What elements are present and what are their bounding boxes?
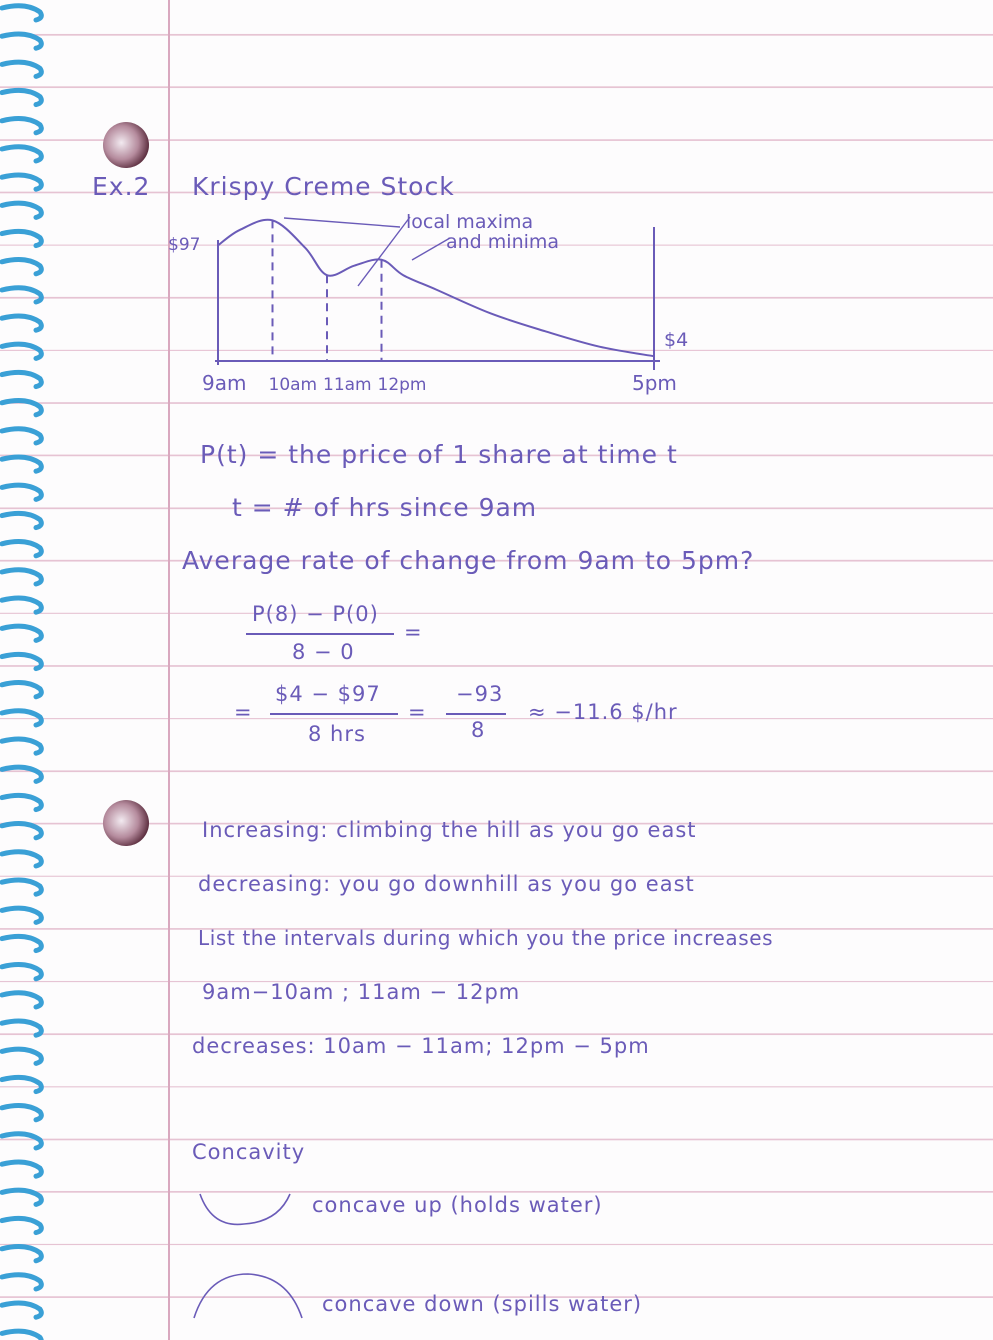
spiral-coil xyxy=(2,1106,41,1120)
spiral-coil xyxy=(2,485,41,499)
fraction-2-denominator: 8 hrs xyxy=(308,722,366,746)
punch-hole-top xyxy=(103,122,149,168)
spiral-coil xyxy=(2,344,41,358)
fraction-3-bar xyxy=(446,713,506,715)
spiral-coil xyxy=(2,880,41,894)
fraction-2-numerator: $4 − $97 xyxy=(275,682,381,706)
spiral-coil xyxy=(2,429,41,443)
spiral-coil xyxy=(2,852,41,866)
spiral-coil xyxy=(2,711,41,725)
spiral-coil xyxy=(2,288,41,302)
spiral-coil xyxy=(2,767,41,781)
concave-up-sketch xyxy=(192,1188,302,1232)
spiral-coil xyxy=(2,1303,41,1317)
decreasing-intervals: decreases: 10am − 11am; 12pm − 5pm xyxy=(192,1034,650,1058)
spiral-coil xyxy=(2,908,41,922)
spiral-coil xyxy=(2,626,41,640)
average-rate-question: Average rate of change from 9am to 5pm? xyxy=(182,546,755,575)
fraction-3-denominator: 8 xyxy=(471,718,486,742)
spiral-coil xyxy=(2,90,41,104)
end-price-label: $4 xyxy=(664,329,689,351)
stock-chart xyxy=(160,200,720,420)
spiral-coil xyxy=(2,598,41,612)
spiral-coil xyxy=(2,1021,41,1035)
annotation-line-2: and minima xyxy=(446,231,560,253)
price-definition: P(t) = the price of 1 share at time t xyxy=(200,440,678,469)
list-intervals-prompt: List the intervals during which you the price increases xyxy=(198,926,774,950)
spiral-coil xyxy=(2,1331,41,1340)
increasing-intervals: 9am−10am ; 11am − 12pm xyxy=(202,980,521,1004)
spiral-coil xyxy=(2,316,41,330)
approx-result: ≈ −11.6 $/hr xyxy=(528,700,678,724)
spiral-coil xyxy=(2,542,41,556)
spiral-coil xyxy=(2,372,41,386)
spiral-coil xyxy=(2,739,41,753)
spiral-coil xyxy=(2,570,41,584)
spiral-binding xyxy=(0,0,60,1340)
fraction-3-numerator: −93 xyxy=(456,682,504,706)
spiral-coil xyxy=(2,795,41,809)
spiral-coil xyxy=(2,936,41,950)
x-tick-label-10am: 10am xyxy=(268,375,318,395)
spiral-coil xyxy=(2,1077,41,1091)
fraction-1-bar xyxy=(246,633,394,635)
concavity-heading: Concavity xyxy=(192,1140,306,1164)
spiral-coil xyxy=(2,513,41,527)
fraction-1-denominator: 8 − 0 xyxy=(292,640,355,664)
spiral-coil xyxy=(2,175,41,189)
fraction-1-numerator: P(8) − P(0) xyxy=(252,602,379,626)
spiral-coil xyxy=(2,654,41,668)
spiral-coil xyxy=(2,203,41,217)
spiral-coil xyxy=(2,1049,41,1063)
spiral-coil xyxy=(2,1247,41,1261)
x-tick-label-5pm: 5pm xyxy=(632,371,677,395)
annotation-pointer-max2 xyxy=(412,238,450,260)
concave-down-sketch xyxy=(190,1270,310,1322)
spiral-coil xyxy=(2,62,41,76)
equals-1: = xyxy=(404,620,423,644)
x-tick-label-12pm: 12pm xyxy=(377,375,427,395)
spiral-coil xyxy=(2,1218,41,1232)
spiral-coil xyxy=(2,119,41,133)
spiral-coil xyxy=(2,1134,41,1148)
annotation-line-1: local maxima xyxy=(406,211,534,233)
annotation-pointer-max xyxy=(284,218,400,227)
punch-hole-middle xyxy=(103,800,149,846)
spiral-coil xyxy=(2,147,41,161)
equals-2: = xyxy=(234,700,253,724)
concave-up-label: concave up (holds water) xyxy=(312,1193,603,1217)
x-tick-label-9am: 9am xyxy=(202,371,247,395)
equals-3: = xyxy=(408,700,427,724)
start-price-label: $97 xyxy=(168,235,201,255)
fraction-2-bar xyxy=(270,713,398,715)
spiral-coil xyxy=(2,1190,41,1204)
x-tick-label-11am: 11am xyxy=(323,375,372,395)
spiral-coil xyxy=(2,965,41,979)
spiral-coil xyxy=(2,231,41,245)
increasing-note: Increasing: climbing the hill as you go east xyxy=(202,818,697,842)
price-curve xyxy=(218,220,654,356)
spiral-coil xyxy=(2,457,41,471)
spiral-coil xyxy=(2,824,41,838)
spiral-coil xyxy=(2,683,41,697)
example-label: Ex.2 xyxy=(92,172,151,201)
concave-down-label: concave down (spills water) xyxy=(322,1292,643,1316)
t-definition: t = # of hrs since 9am xyxy=(232,493,538,522)
spiral-coil xyxy=(2,993,41,1007)
spiral-coil xyxy=(2,1162,41,1176)
spiral-coil xyxy=(2,260,41,274)
spiral-coil xyxy=(2,34,41,48)
example-title: Krispy Creme Stock xyxy=(192,172,455,201)
decreasing-note: decreasing: you go downhill as you go east xyxy=(198,872,695,896)
spiral-coil xyxy=(2,401,41,415)
spiral-coil xyxy=(2,6,41,20)
spiral-coil xyxy=(2,1275,41,1289)
